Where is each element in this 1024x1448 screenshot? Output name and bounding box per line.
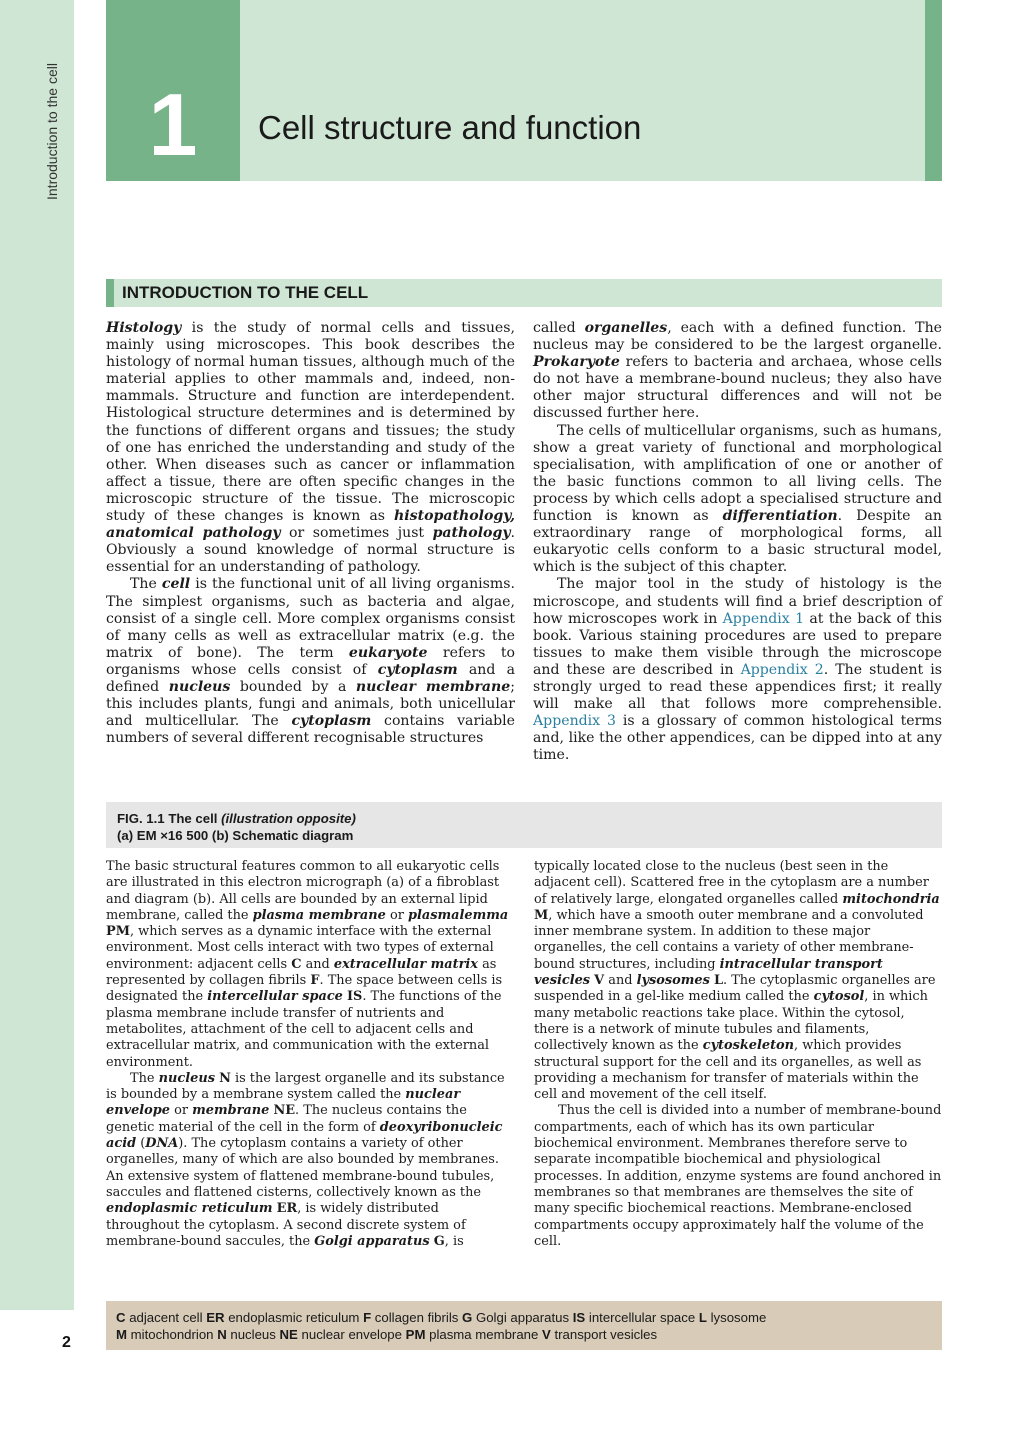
paragraph xyxy=(534,859,942,1103)
text-run: called xyxy=(533,320,585,336)
key-item xyxy=(116,1310,203,1325)
key-term: Golgi apparatus xyxy=(475,1310,570,1325)
key-abbreviation: ER xyxy=(206,1310,225,1325)
text-run: ). The cytoplasm contains a variety of other organelles, many of which are also bounded by membranes. An extensive system of flattened membrane-bound tubules, saccules and flattened cisterns, collectively known as the xyxy=(106,1136,499,1200)
key-item xyxy=(406,1327,539,1342)
appendix-link[interactable]: Appendix 1 xyxy=(722,610,805,627)
emphasis-term-text: extracellular matrix xyxy=(333,956,478,972)
text-run: or xyxy=(169,1103,193,1119)
figure-caption-title xyxy=(117,811,356,826)
text-run: . Despite an extraordinary range of morphological forms, all eukaryotic cells conform to a basic structural model, which is the subject of this chapter. xyxy=(533,508,942,576)
text-run: , each with a defined function. The nucleus may be considered to be the largest organelle. xyxy=(533,320,942,354)
intro-column-left xyxy=(106,320,515,747)
text-run: and a defined xyxy=(106,661,515,695)
text-run: Thus the cell is divided into a number of membrane-bound compartments, each of which has its own particular biochemical environment. Membranes therefore serve to separate incompatible biochemical and physiological processes. In addition, enzyme systems are found anchored in membranes so that membranes are themselves the site of many specific biochemical reactions. Membrane-enclosed compartments occupy approximately half the volume of the cell. xyxy=(534,1103,942,1249)
text-run: , in which many metabolic reactions take place. Within the cytosol, there is a network of minute tubules and filaments, collectively known as the xyxy=(534,989,928,1054)
emphasis-term-text: Prokaryote xyxy=(533,354,620,371)
text-run: is the study of normal cells and tissues, mainly using microscopes. This book describes the histology of normal human tissues, although much of the material applies to other mammals and, indeed, non-mammals. Structure and function are interdependent. Histological structure determines and is determined by the functions of different organs and tissues; the study of one has enriched the understanding and study of the other. When diseases such as cancer or inflammation affect a tissue, there are often specific changes in the microscopic structure of the tissue. The microscopic study of these changes is known as xyxy=(106,320,515,525)
emphasis-term-text: plasma membrane xyxy=(252,907,386,923)
text-run: and xyxy=(604,973,637,989)
emphasis-term-text: pathology xyxy=(432,525,511,542)
emphasis-term-text: lysosomes xyxy=(636,973,710,989)
figure-key-line-1 xyxy=(116,1310,766,1325)
key-item xyxy=(206,1310,359,1325)
emphasis-term xyxy=(433,525,511,541)
key-abbreviation: V xyxy=(542,1327,551,1342)
text-run: or xyxy=(385,907,408,923)
figure-title: The cell xyxy=(168,811,218,826)
key-item xyxy=(217,1327,276,1342)
text-run: and xyxy=(301,956,334,972)
text-run: is a glossary of common histological terms and, like the other appendices, can be dipped into at any time. xyxy=(533,713,942,764)
paragraph xyxy=(533,576,942,764)
emphasis-term-text: nucleus xyxy=(158,1070,215,1086)
label-abbreviation: N xyxy=(219,1070,231,1086)
chapter-number-box xyxy=(106,0,240,181)
key-term: adjacent cell xyxy=(129,1310,203,1325)
key-item xyxy=(542,1327,657,1342)
label-abbreviation: L xyxy=(713,973,724,989)
emphasis-term-text: Golgi apparatus xyxy=(314,1233,430,1249)
text-run: is the functional unit of all living organisms. The simplest organisms, such as bacteria and algae, consist of a single cell. More complex organisms consist of many cells as well as extracellular matrix (e.g. the matrix of bone). The term xyxy=(106,576,515,661)
emphasis-term xyxy=(814,989,865,1004)
emphasis-term xyxy=(253,908,386,923)
emphasis-term xyxy=(106,1201,273,1216)
emphasis-term-text: cytoplasm xyxy=(291,713,372,730)
emphasis-term-text: differentiation xyxy=(722,508,838,525)
text-run: refers to organisms whose cells consist of xyxy=(106,644,515,678)
figure-key-line-2 xyxy=(116,1327,657,1342)
figure-caption-subtitle: (a) EM ×16 500 (b) Schematic diagram xyxy=(117,828,354,843)
emphasis-term xyxy=(408,908,508,923)
label-abbreviation: V xyxy=(594,973,605,989)
key-abbreviation: M xyxy=(116,1327,127,1342)
emphasis-term-text: endoplasmic reticulum xyxy=(106,1201,273,1217)
emphasis-term xyxy=(145,1136,178,1151)
figure-text-right xyxy=(534,859,942,1250)
text-run: , is xyxy=(444,1233,464,1249)
paragraph xyxy=(106,320,515,576)
label-abbreviation: M xyxy=(534,907,549,923)
emphasis-term-text: nuclear membrane xyxy=(355,678,511,695)
key-term: nuclear envelope xyxy=(301,1327,402,1342)
text-run: . The functions of the plasma membrane include transfer of nutrients and metabolites, attachment of the cell to adjacent cells and extracellular matrix, and communication with the external environment. xyxy=(106,989,502,1070)
emphasis-term-text: cell xyxy=(161,576,191,593)
emphasis-term-text: mitochondria xyxy=(842,891,940,907)
key-item xyxy=(699,1310,766,1325)
key-term: endoplasmic reticulum xyxy=(228,1310,360,1325)
label-abbreviation: ER xyxy=(276,1201,298,1217)
section-accent xyxy=(106,279,114,307)
text-run: , which serves as a dynamic interface with the external environment. Most cells interact with two types of external environment: adjacent cells xyxy=(106,924,494,972)
text-run: typically located close to the nucleus (best seen in the adjacent cell). Scattered free in the cytoplasm are a number of relatively large, elongated organelles called xyxy=(534,859,929,907)
emphasis-term-text: nuclear envelope xyxy=(106,1087,461,1119)
key-item xyxy=(116,1327,214,1342)
paragraph xyxy=(106,576,515,747)
emphasis-term xyxy=(585,320,668,336)
running-head: Introduction to the cell xyxy=(44,63,60,200)
key-term: collagen fibrils xyxy=(374,1310,459,1325)
emphasis-term xyxy=(291,713,371,729)
text-run: contains variable numbers of several different recognisable structures xyxy=(106,713,515,747)
label-abbreviation: IS xyxy=(346,989,363,1005)
emphasis-term xyxy=(106,320,181,336)
emphasis-term xyxy=(349,645,428,661)
emphasis-term xyxy=(533,354,620,370)
text-run: . The nucleus contains the genetic material of the cell in the form of xyxy=(106,1103,467,1135)
text-run: ( xyxy=(136,1136,146,1152)
chapter-title: Cell structure and function xyxy=(258,109,642,146)
emphasis-term-text: plasmalemma xyxy=(407,907,509,923)
page-number: 2 xyxy=(62,1334,71,1351)
paragraph xyxy=(533,423,942,577)
paragraph xyxy=(106,1071,514,1250)
paragraph xyxy=(534,1103,942,1250)
intro-column-right xyxy=(533,320,942,764)
text-run: , which provides structural support for the cell and its organelles, as well as providing a mechanism for transfer of materials within the cell and movement of the cell itself. xyxy=(534,1038,922,1103)
label-abbreviation: C xyxy=(291,956,302,972)
emphasis-term-text: nucleus xyxy=(168,678,231,695)
key-term: intercellular space xyxy=(588,1310,696,1325)
text-run: refers to bacteria and archaea, whose cells do not have a membrane-bound nucleus; they also have other major structural differences and will not be discussed further here. xyxy=(533,354,942,422)
chapter-sidebar xyxy=(0,0,74,1310)
text-run: , is widely distributed throughout the cytoplasm. A second discrete system of membrane-bound saccules, the xyxy=(106,1201,466,1249)
paragraph xyxy=(106,859,514,1071)
text-run: The xyxy=(130,1070,159,1086)
text-run: ; this includes plants, fungi and animals, both unicellular and multicellular. The xyxy=(106,678,516,730)
figure-label: FIG. 1.1 xyxy=(117,811,165,826)
key-abbreviation: NE xyxy=(279,1327,298,1342)
emphasis-term xyxy=(378,662,458,678)
key-abbreviation: N xyxy=(217,1327,227,1342)
emphasis-term-text: intracellular transport vesicles xyxy=(534,956,883,989)
emphasis-term-text: intercellular space xyxy=(207,989,343,1005)
emphasis-term xyxy=(192,1103,269,1118)
key-term: nucleus xyxy=(230,1327,276,1342)
emphasis-term-text: cytoskeleton xyxy=(702,1038,795,1054)
emphasis-term-text: DNA xyxy=(145,1136,179,1152)
key-term: mitochondrion xyxy=(130,1327,214,1342)
text-run: as represented by collagen fibrils xyxy=(106,956,497,989)
chapter-number: 1 xyxy=(148,75,198,174)
label-abbreviation: PM xyxy=(106,924,130,940)
paragraph xyxy=(533,320,942,423)
emphasis-term-text: membrane xyxy=(192,1103,270,1119)
emphasis-term-text: cytosol xyxy=(813,989,865,1005)
emphasis-term xyxy=(842,892,939,907)
label-abbreviation: F xyxy=(310,973,320,989)
emphasis-term-text: cytoplasm xyxy=(377,661,458,678)
label-abbreviation: NE xyxy=(273,1103,296,1119)
text-run: The cells of multicellular organisms, such as humans, show a great variety of functional and morphological specialisation, with amplification of one or another of the basic functions common to all living cells. The process by which cells adopt a specialised structure and function is known as xyxy=(533,422,942,525)
emphasis-term xyxy=(723,508,838,524)
text-run: is the largest organelle and its substance is bounded by a membrane system called the xyxy=(106,1070,505,1103)
key-abbreviation: IS xyxy=(572,1310,586,1325)
section-heading-bar xyxy=(106,279,942,307)
key-abbreviation: C xyxy=(116,1310,126,1325)
emphasis-term-text: organelles xyxy=(584,320,668,336)
text-run: . The student is strongly urged to read these appendices first; it really will make all that follows more comprehensible. xyxy=(533,661,942,713)
figure-caption-header xyxy=(106,802,942,848)
emphasis-term xyxy=(159,1071,215,1086)
key-abbreviation: F xyxy=(363,1310,372,1325)
key-item xyxy=(280,1327,402,1342)
text-run: The xyxy=(130,576,162,593)
emphasis-term xyxy=(162,576,190,592)
emphasis-term xyxy=(703,1038,794,1053)
key-term: plasma membrane xyxy=(429,1327,539,1342)
text-run: The basic structural features common to all eukaryotic cells are illustrated in this electron micrograph (a) of a fibroblast and diagram (b). All cells are bounded by an external lipid membrane, called the xyxy=(106,859,500,923)
emphasis-term-text: eukaryote xyxy=(348,644,428,661)
text-run: The major tool in the study of histology is the microscope, and students will find a brief description of how microscopes work in xyxy=(533,576,942,627)
key-term: lysosome xyxy=(710,1310,767,1325)
emphasis-term-text: deoxyribonucleic acid xyxy=(106,1119,503,1152)
text-run: . Obviously a sound knowledge of normal structure is essential for an understanding of pathology. xyxy=(106,525,515,576)
figure-note: (illustration opposite) xyxy=(221,811,356,826)
text-run: . The cytoplasmic organelles are suspended in a gel-like medium called the xyxy=(534,973,936,1005)
text-run: at the back of this book. Various staining procedures are used to prepare tissues to make them visible through the microscope and these are described in xyxy=(533,610,942,678)
text-run: . The space between cells is designated the xyxy=(106,973,503,1005)
key-abbreviation: G xyxy=(462,1310,473,1325)
text-run: , which have a smooth outer membrane and a convoluted inner membrane system. In addition to these major organelles, the cell contains a variety of other membrane-bound structures, including xyxy=(534,907,924,972)
emphasis-term-text: Histology xyxy=(106,320,182,336)
key-abbreviation: PM xyxy=(405,1327,426,1342)
emphasis-term xyxy=(314,1234,429,1249)
figure-key xyxy=(106,1301,942,1350)
header-accent-bar xyxy=(925,0,942,181)
appendix-link[interactable]: Appendix 3 xyxy=(533,713,616,730)
key-item xyxy=(573,1310,695,1325)
figure-text-left xyxy=(106,859,514,1250)
emphasis-term xyxy=(356,679,510,695)
emphasis-term xyxy=(169,679,231,695)
emphasis-term xyxy=(207,989,343,1004)
emphasis-term xyxy=(637,973,710,988)
emphasis-term xyxy=(334,957,478,972)
key-term: transport vesicles xyxy=(554,1327,658,1342)
text-run: or sometimes just xyxy=(280,525,433,542)
label-abbreviation: G xyxy=(433,1233,445,1249)
section-heading: INTRODUCTION TO THE CELL xyxy=(122,283,369,302)
key-abbreviation: L xyxy=(698,1310,707,1325)
emphasis-term-text: histopathology, anatomical pathology xyxy=(106,508,515,542)
text-run: bounded by a xyxy=(230,678,356,695)
key-item xyxy=(363,1310,458,1325)
key-item xyxy=(462,1310,569,1325)
appendix-link[interactable]: Appendix 2 xyxy=(740,661,824,678)
